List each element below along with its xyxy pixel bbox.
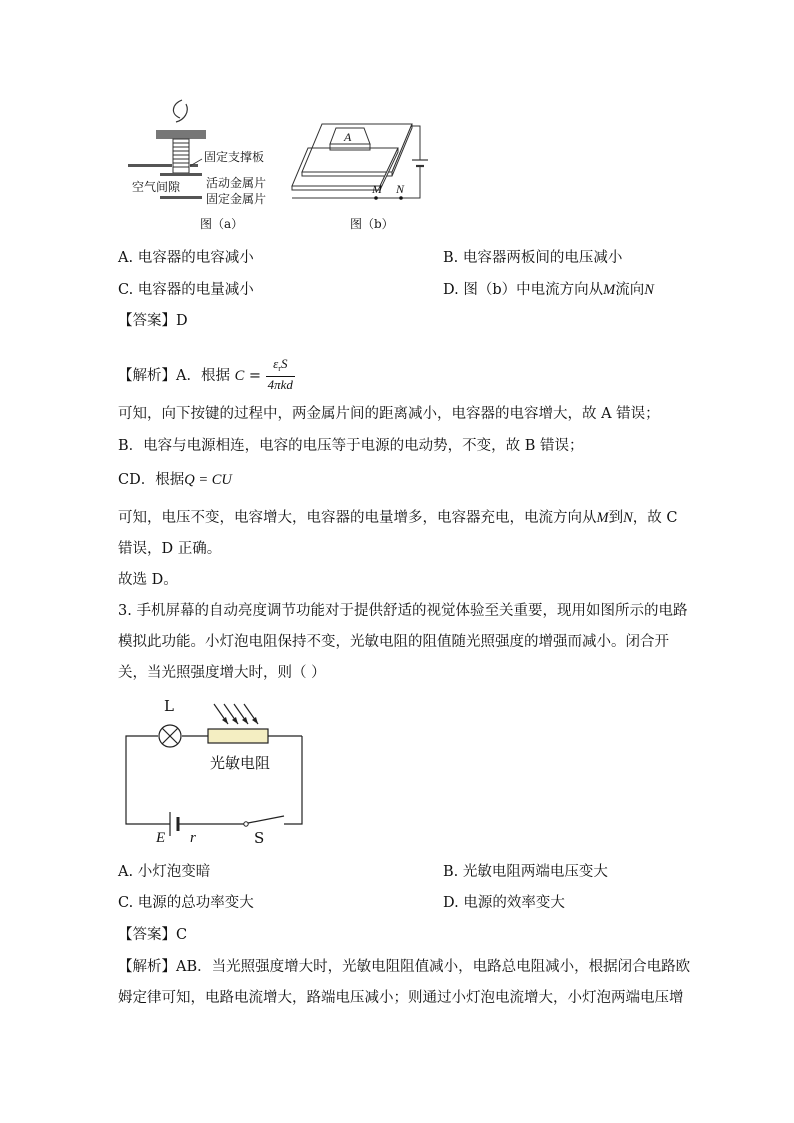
q3-analysis-line-2: 姆定律可知，电路电流增大，路端电压减小；则通过小灯泡电流增大，小灯泡两端电压增 bbox=[118, 990, 684, 1006]
label-a: A bbox=[344, 130, 352, 144]
formula-denominator: 4πkd bbox=[267, 377, 293, 392]
analysis-a-label: 【解析】A．根据 bbox=[118, 368, 230, 384]
q3-analysis-line-1: 【解析】AB．当光照强度增大时，光敏电阻阻值减小，电路总电阻减小，根据闭合电路欧 bbox=[118, 959, 691, 975]
q3-stem-line-1: 3. 手机屏幕的自动亮度调节功能对于提供舒适的视觉体验至关重要，现用如图所示的电路 bbox=[118, 603, 688, 619]
analysis-l5-n: N bbox=[623, 510, 633, 526]
q2-analysis-line-5 bbox=[118, 508, 677, 528]
photoresistor-label: 光敏电阻 bbox=[210, 754, 271, 772]
q2-option-d bbox=[443, 280, 654, 300]
label-n: N bbox=[396, 182, 405, 196]
q2-analysis-line-1 bbox=[118, 358, 295, 394]
q2-option-d-n: N bbox=[644, 282, 654, 298]
formula-c: C bbox=[234, 368, 245, 384]
q2-option-d-mid: 流向 bbox=[615, 282, 645, 298]
q2-option-a: A. 电容器的电容减小 bbox=[118, 250, 254, 266]
capacitance-formula bbox=[266, 356, 295, 392]
analysis-l5-text: 可知，电压不变，电容增大，电容器的电量增多，电容器充电，电流方向从 bbox=[118, 510, 597, 526]
photoresistor-circuit-diagram bbox=[118, 696, 318, 848]
switch-label: S bbox=[254, 829, 265, 847]
label-support: 固定支撑板 bbox=[204, 150, 265, 164]
q2-option-c: C. 电容器的电量减小 bbox=[118, 282, 254, 298]
formula-eq: = bbox=[244, 368, 266, 384]
figure-a-caption: 图（a） bbox=[200, 217, 244, 231]
formula-eps-sub: r bbox=[278, 364, 281, 373]
label-gap: 空气间隙 bbox=[132, 180, 181, 194]
analysis-l5-post: ，故 C bbox=[632, 510, 678, 526]
q3-stem-line-3: 关，当光照强度增大时，则（ ） bbox=[118, 665, 326, 681]
analysis-cd-label: CD．根据 bbox=[118, 472, 185, 488]
formula-numerator bbox=[266, 356, 295, 377]
formula-eps: ε bbox=[273, 356, 279, 371]
q2-option-b: B. 电容器两板间的电压减小 bbox=[443, 250, 623, 266]
figure-b-caption: 图（b） bbox=[350, 217, 394, 231]
q2-option-d-text: D. 图（b）中电流方向从 bbox=[443, 282, 604, 298]
analysis-l5-m: M bbox=[596, 510, 609, 526]
capacitor-circuit-diagram bbox=[288, 110, 438, 210]
q2-analysis-line-3: B．电容与电源相连，电容的电压等于电源的电动势，不变，故 B 错误； bbox=[118, 438, 584, 454]
q3-option-b: B. 光敏电阻两端电压变大 bbox=[443, 864, 608, 880]
q2-analysis-line-7: 故选 D。 bbox=[118, 572, 178, 588]
q3-circuit-figure bbox=[118, 696, 318, 848]
q2-analysis-line-4 bbox=[118, 470, 232, 490]
q3-option-d: D. 电源的效率变大 bbox=[443, 895, 565, 911]
figure-b bbox=[288, 110, 438, 236]
label-moving: 活动金属片 bbox=[206, 176, 267, 190]
figure-a bbox=[120, 96, 290, 236]
q3-option-a: A. 小灯泡变暗 bbox=[118, 864, 211, 880]
q3-stem-line-2: 模拟此功能。小灯泡电阻保持不变，光敏电阻的阻值随光照强度的增强而减小。闭合开 bbox=[118, 634, 669, 650]
internal-resistance-label: r bbox=[190, 830, 196, 846]
q2-analysis-line-6: 错误，D 正确。 bbox=[118, 541, 222, 557]
q2-option-d-m: M bbox=[603, 282, 616, 298]
lamp-label: L bbox=[164, 697, 174, 715]
emf-label: E bbox=[156, 830, 166, 846]
q2-analysis-line-2: 可知，向下按键的过程中，两金属片间的距离减小，电容器的电容增大，故 A 错误； bbox=[118, 406, 660, 422]
label-m: M bbox=[372, 182, 382, 196]
q2-answer: 【答案】D bbox=[118, 313, 188, 329]
label-fixed: 固定金属片 bbox=[206, 192, 267, 206]
q3-answer: 【答案】C bbox=[118, 927, 188, 943]
formula-s: S bbox=[280, 356, 288, 371]
analysis-l5-mid: 到 bbox=[608, 510, 624, 526]
formula-q-cu: Q = CU bbox=[184, 472, 232, 488]
q3-option-c: C. 电源的总功率变大 bbox=[118, 895, 254, 911]
